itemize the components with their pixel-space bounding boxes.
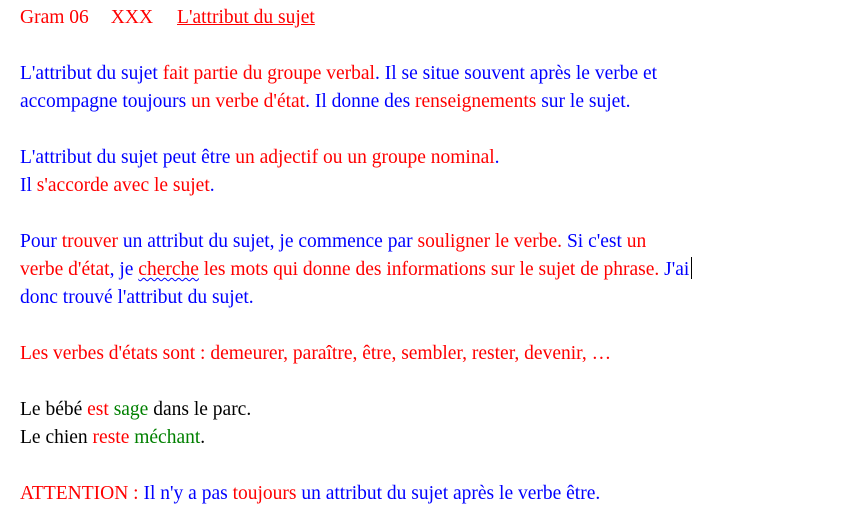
- text-span: Il: [20, 175, 37, 196]
- text-span: . Il donne des: [305, 91, 416, 112]
- example-verb: reste: [92, 427, 130, 448]
- text-span: s'accorde avec le sujet: [36, 175, 210, 196]
- example-verb: est: [87, 399, 109, 420]
- text-span: toujours: [232, 483, 297, 504]
- text-span: verbe d'état: [20, 259, 110, 280]
- text-span: L'attribut du sujet: [20, 63, 163, 84]
- document-page[interactable]: [20, 4, 858, 508]
- text-span: les mots qui donne des informations sur le sujet de phrase.: [198, 259, 660, 280]
- text-span: Le bébé: [20, 399, 88, 420]
- text-span: Si c'est: [562, 231, 627, 252]
- blank-line: [20, 452, 858, 480]
- text-span: souligner le verbe.: [417, 231, 563, 252]
- text-span: un attribut du sujet, je commence par: [118, 231, 418, 252]
- blank-line: [20, 200, 858, 228]
- text-span: Les verbes d'états sont : demeurer, paraître, être, sembler, rester, devenir, …: [20, 343, 612, 364]
- warning-line: [20, 480, 858, 508]
- text-span: L'attribut du sujet peut être: [20, 147, 236, 168]
- text-span: donc trouvé l'attribut du sujet.: [20, 287, 254, 308]
- text-span: un attribut du sujet après le verbe être.: [296, 483, 601, 504]
- blank-line: [20, 116, 858, 144]
- text-span: Pour: [20, 231, 62, 252]
- example-attribute: méchant: [134, 427, 201, 448]
- text-span: .: [200, 427, 206, 448]
- paragraph-method-line-3: [20, 284, 858, 312]
- text-span: fait partie du groupe verbal: [162, 63, 375, 84]
- text-span: , je: [109, 259, 139, 280]
- paragraph-definition-line-1: [20, 60, 858, 88]
- text-span: Il n'y a pas: [143, 483, 233, 504]
- text-span: un: [626, 231, 647, 252]
- paragraph-nature-line-2: [20, 172, 858, 200]
- text-span: renseignements: [415, 91, 537, 112]
- example-line-1: [20, 396, 858, 424]
- text-span: .: [209, 175, 215, 196]
- paragraph-method-line-2: [20, 256, 858, 284]
- text-span: dans le parc.: [148, 399, 252, 420]
- paragraph-nature-line-1: [20, 144, 858, 172]
- header-line: [20, 4, 858, 32]
- paragraph-state-verbs: [20, 340, 858, 368]
- text-span: accompagne toujours: [20, 91, 192, 112]
- text-span: trouver: [61, 231, 119, 252]
- text-span: .: [494, 147, 500, 168]
- text-span: un adjectif ou un groupe nominal: [235, 147, 495, 168]
- blank-line: [20, 312, 858, 340]
- text-span: sur le sujet.: [536, 91, 631, 112]
- text-span: un verbe d'état: [191, 91, 306, 112]
- paragraph-definition-line-2: [20, 88, 858, 116]
- spellcheck-flagged-word[interactable]: cherche: [138, 259, 199, 280]
- text-span: Le chien: [20, 427, 93, 448]
- text-span: J'ai: [659, 259, 690, 280]
- header-code: Gram 06: [20, 7, 89, 28]
- header-marker: XXX: [110, 7, 154, 28]
- blank-line: [20, 32, 858, 60]
- warning-label: ATTENTION :: [20, 483, 144, 504]
- blank-line: [20, 368, 858, 396]
- example-attribute: sage: [113, 399, 149, 420]
- paragraph-method-line-1: [20, 228, 858, 256]
- text-span: . Il se situe souvent après le verbe et: [374, 63, 658, 84]
- text-cursor: [691, 257, 692, 279]
- example-line-2: [20, 424, 858, 452]
- page-title: L'attribut du sujet: [177, 7, 315, 28]
